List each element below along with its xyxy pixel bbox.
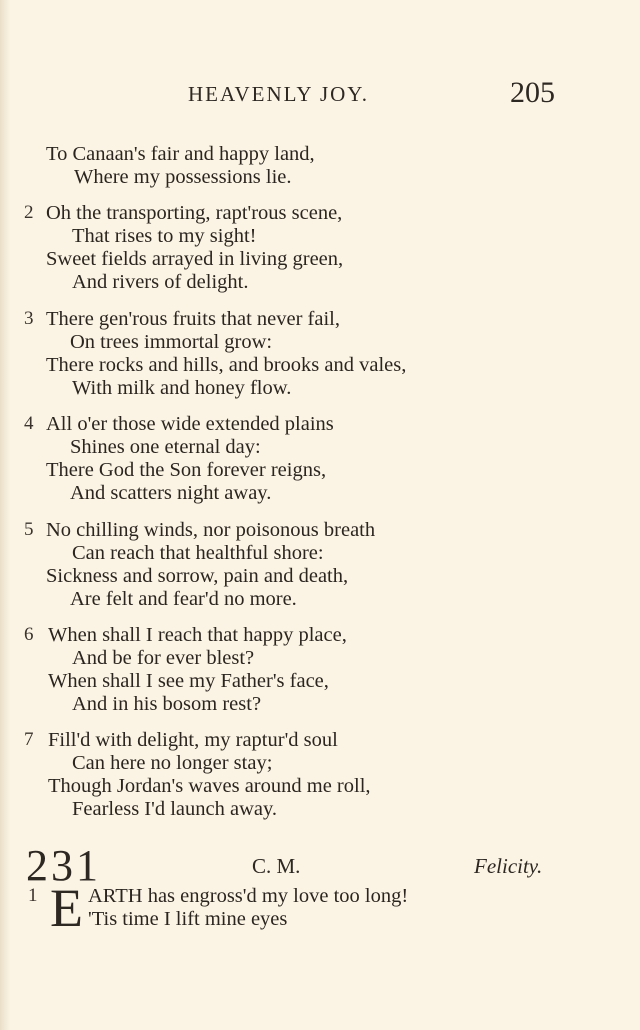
verse-line: There God the Son forever reigns,: [46, 459, 327, 481]
drop-cap: E: [50, 878, 83, 938]
verse-line: On trees immortal grow:: [70, 331, 273, 353]
verse-line: That rises to my sight!: [72, 225, 257, 247]
verse-line: All o'er those wide extended plains: [46, 413, 334, 435]
verse-line: ARTH has engross'd my love too long!: [88, 885, 409, 907]
stanza-number: 6: [24, 624, 34, 645]
verse-line: And be for ever blest?: [72, 647, 255, 669]
running-title: HEAVENLY JOY.: [188, 82, 370, 106]
verse-line: There rocks and hills, and brooks and vales,: [46, 354, 407, 376]
page-number: 205: [510, 76, 555, 109]
stanza-number: 4: [24, 413, 34, 434]
verse-line: There gen'rous fruits that never fail,: [46, 308, 340, 330]
verse-line: And in his bosom rest?: [72, 693, 262, 715]
stanza-number: 5: [24, 519, 34, 540]
hymn-number: 231: [26, 841, 101, 890]
verse-line: Can reach that healthful shore:: [72, 542, 324, 564]
hymn-meter: C. M.: [252, 854, 301, 878]
verse-line: Though Jordan's waves around me roll,: [48, 775, 371, 797]
verse-line: To Canaan's fair and happy land,: [46, 143, 315, 165]
verse-line: Can here no longer stay;: [72, 752, 273, 774]
verse-line: Fill'd with delight, my raptur'd soul: [48, 729, 338, 751]
verse-line: Where my possessions lie.: [74, 166, 292, 188]
verse-line: Shines one eternal day:: [70, 436, 261, 458]
verse-line: No chilling winds, nor poisonous breath: [46, 519, 376, 541]
stanza-number: 3: [24, 308, 34, 329]
tune-name: Felicity.: [474, 854, 543, 878]
stanza-number: 1: [28, 885, 38, 906]
verse-line: When shall I reach that happy place,: [48, 624, 347, 646]
verse-line: With milk and honey flow.: [72, 377, 292, 399]
verse-line: Oh the transporting, rapt'rous scene,: [46, 202, 343, 224]
stanza-number: 7: [24, 729, 34, 750]
verse-line: And rivers of delight.: [72, 271, 249, 293]
verse-line: Fearless I'd launch away.: [72, 798, 278, 820]
stanza-number: 2: [24, 202, 34, 223]
verse-line: And scatters night away.: [70, 482, 272, 504]
verse-line: Sweet fields arrayed in living green,: [46, 248, 344, 270]
hymn-header: [0, 840, 640, 890]
verse-line: When shall I see my Father's face,: [48, 670, 329, 692]
verse-line: Sickness and sorrow, pain and death,: [46, 565, 349, 587]
verse-line: 'Tis time I lift mine eyes: [88, 908, 288, 930]
verse-line: Are felt and fear'd no more.: [70, 588, 297, 610]
